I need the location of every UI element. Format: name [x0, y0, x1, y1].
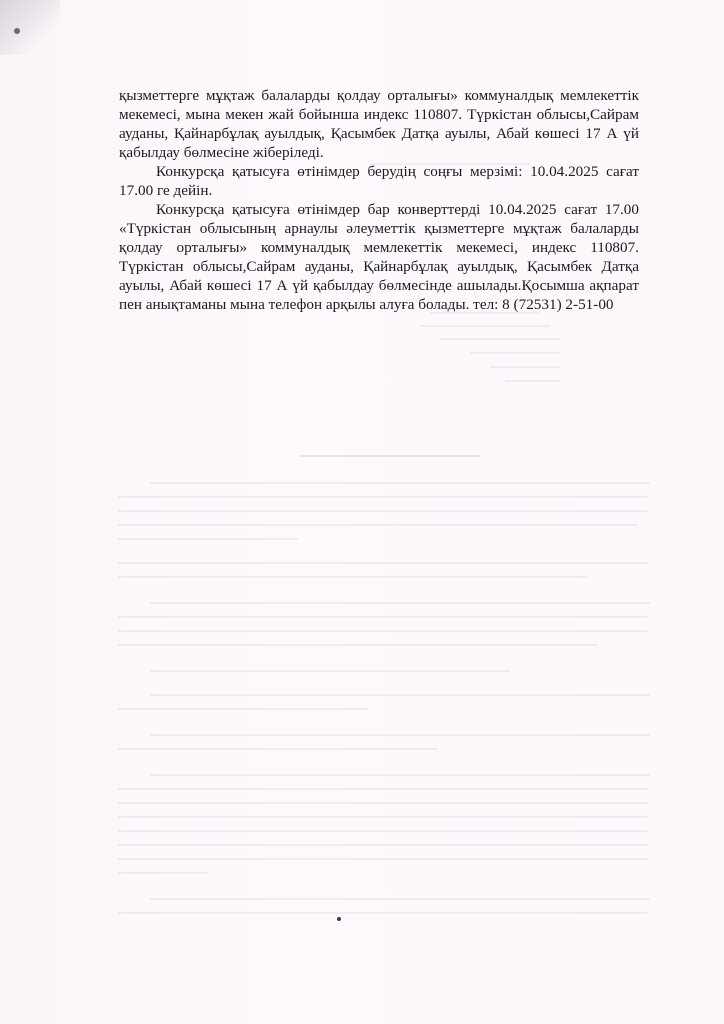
- paragraph-deadline: Конкурсқа қатысуға өтінімдер берудің соңғы мерзімі: 10.04.2025 сағат 17.00 ге дейін.: [119, 163, 639, 199]
- paragraph-submission-address: қызметтерге мұқтаж балаларды қолдау орталығы» коммуналдық мемлекеттік мекемесі, мына мекен жай бойынша индекс 110807. Түркістан облысы,Сайрам ауданы, Қайнарбұлақ ауылдық, Қасымбек Датқа ауылы, Абай көшесі 17 А үй қабылдау бөлмесіне жіберіледі.: [119, 87, 639, 161]
- scan-speck: [337, 917, 341, 921]
- folded-corner: [0, 0, 60, 55]
- staple-mark: [14, 28, 20, 34]
- paragraph-envelope-opening: Конкурсқа қатысуға өтінімдер бар конверттерді 10.04.2025 сағат 17.00 «Түркістан облысының арнаулы әлеуметтік қызметтерге мұқтаж балаларды қолдау орталығы» коммуналдық мемлекеттік мекемесі, индекс 110807. Түркістан облысы,Сайрам ауданы, Қайнарбұлақ ауылдық, Қасымбек Датқа ауылы, Абай көшесі 17 А үй қабылдау бөлмесінде ашылады.Қосымша ақпарат пен анықтаманы мына телефон арқылы алуға болады. тел: 8 (72531) 2-51-00: [119, 201, 639, 313]
- document-body: [119, 86, 639, 314]
